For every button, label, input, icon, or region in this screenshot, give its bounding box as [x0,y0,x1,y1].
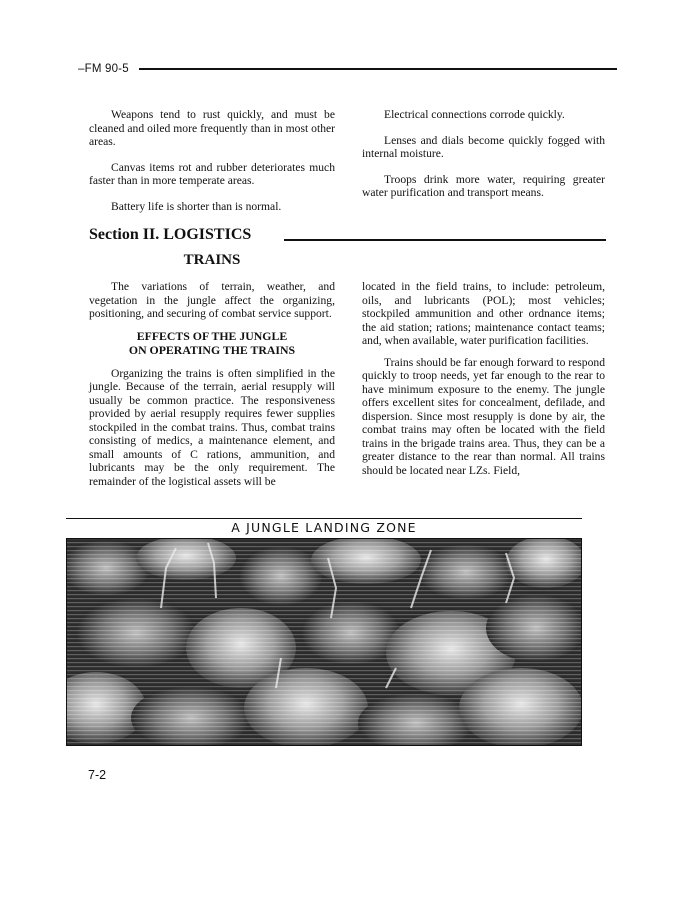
paragraph-water: Troops drink more water, requiring greater water purification and transport means. [362,172,605,199]
paragraph-trains-position: Trains should be far enough forward to respond quickly to troop needs, yet far enough to the rear to have minimum exposure to the enemy. The jungle offers excellent sites for concealment, defilade, and dispersion. Since most resupply is done by air, the combat trains may often be located with the field trains in the brigade trains area. Thus, they can be a greater distance to the rear than normal. All trains should be located near LZs. Field, [362,355,605,477]
subheading [89,329,335,357]
figure-title-bar [66,518,582,537]
paragraph-battery: Battery life is shorter than is normal. [111,199,282,213]
jungle-photo [66,538,582,746]
section-rule [284,239,606,241]
header-rule [139,68,617,70]
paragraph-electrical: Electrical connections corrode quickly. [384,108,565,121]
paragraph-organizing: Organizing the trains is often simplified in the jungle. Because of the terrain, aerial resupply will usually be common practice. The responsiveness provided by aerial resupply requires fewer supplies stockpiled in the combat trains. Thus, combat trains consisting of medics, a maintenance element, and small amounts of C rations, ammunition, and lubricants may be the only requirement. The remainder of the logistical assets will be [89,366,335,488]
figure-jungle-landing-zone [66,518,582,746]
top-left-column [89,108,335,225]
paragraph-intro: The variations of terrain, weather, and vegetation in the jungle affect the organizing, positioning, and securing of combat service support. [89,280,335,320]
paragraph-canvas: Canvas items rot and rubber deteriorates much faster than in more temperate areas. [89,160,335,187]
paragraph-continued: located in the field trains, to include: petroleum, oils, and lubricants (POL); most vehicles; stockpiled ammunition and other ordnance items; the aid station; rations; maintenance contact teams; and, when available, water purification facilities. [362,280,605,347]
paragraph-lenses: Lenses and dials become quickly fogged with internal moisture. [362,133,605,160]
section-title: Section II. LOGISTICS [89,226,252,243]
bottom-left-column [89,280,335,488]
section-subtitle: TRAINS [183,252,241,268]
running-header: –FM 90-5 [78,63,129,75]
page-number: 7-2 [88,768,107,782]
subheading-line-1: EFFECTS OF THE JUNGLE [136,328,288,343]
figure-title: A JUNGLE LANDING ZONE [231,520,417,535]
top-right-column [362,108,605,212]
bottom-right-column [362,280,605,477]
paragraph-weapons: Weapons tend to rust quickly, and must be cleaned and oiled more frequently than in most other areas. [89,108,335,148]
subheading-line-2: ON OPERATING THE TRAINS [128,342,296,357]
